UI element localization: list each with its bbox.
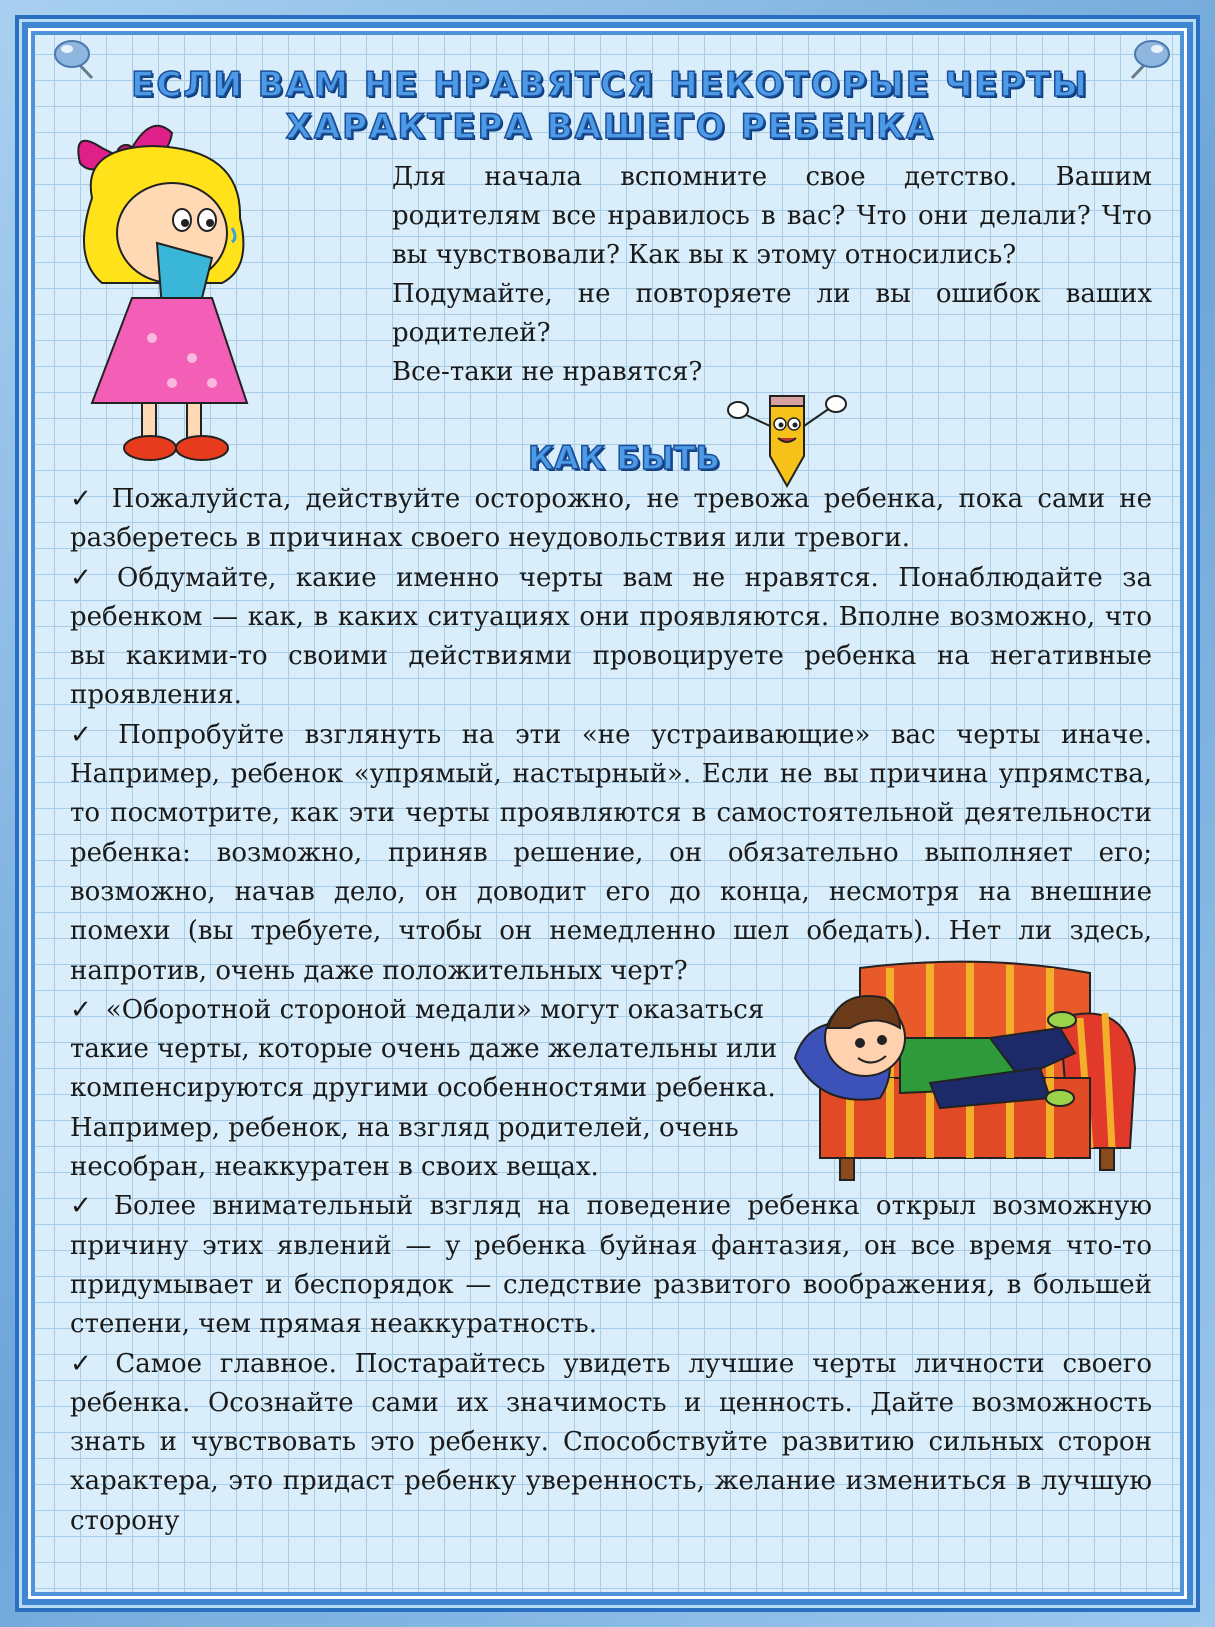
tip-text: «Оборотной стороной медали» могут оказаться такие черты, которые очень даже желательны или компенсируются другими особенностями ребенка. Например, ребенок, на взгляд родителей, очень несобран, неаккуратен в своих вещах. [70, 994, 778, 1183]
checkmark-icon: ✓ [70, 1348, 102, 1379]
intro-text [392, 158, 1152, 392]
list-item [70, 480, 1152, 559]
intro-paragraph: Для начала вспомните свое детство. Вашим родителям все нравилось в вас? Что они делали? Что вы чувствовали? Как вы к этому относились? [392, 162, 1152, 270]
crying-girl-illustration [62, 108, 272, 478]
checkmark-icon: ✓ [70, 562, 104, 593]
intro-paragraph: Подумайте, не повторяете ли вы ошибок ваших родителей? [392, 279, 1152, 348]
title-line-2: ХАРАКТЕРА ВАШЕГО РЕБЕНКА [285, 107, 935, 147]
tip-text: Попробуйте взглянуть на эти «не устраивающие» вас черты иначе. Например, ребенок «упрямый, настырный». Если не вы причина упрямства, то посмотрите, как эти черты проявляются в самостоятельной деятельности ребенка: возможно, приняв решение, он обязательно выполняет его; возможно, начав дело, он доводит его до конца, несмотря на внешние помехи (вы требуете, чтобы он немедленно шел обедать). Нет ли здесь, напротив, очень даже положительных черт? [70, 719, 1152, 986]
checkmark-icon: ✓ [70, 484, 98, 514]
tip-text: Более внимательный взгляд на поведение ребенка открыл возможную причину этих явлений — у ребенка буйная фантазия, он все время что-то придумывает и беспорядок — следствие развитого воображения, в большей степени, чем прямая неаккуратность. [70, 1191, 1152, 1340]
list-item [70, 991, 810, 1187]
list-item [70, 716, 1152, 991]
tip-text: Обдумайте, какие именно черты вам не нравятся. Понаблюдайте за ребенком — как, в каких ситуациях они проявляются. Вполне возможно, что вы какими-то своими действиями провоцируете ребенка на негативные проявления. [70, 562, 1152, 711]
intro-paragraph: Все-таки не нравятся? [392, 357, 703, 387]
checkmark-icon: ✓ [70, 719, 105, 750]
checkmark-icon: ✓ [70, 994, 92, 1025]
checkmark-icon: ✓ [70, 1191, 100, 1222]
section-subheading: КАК БЫТЬ [528, 439, 720, 477]
list-item [70, 1345, 1152, 1541]
tip-text: Пожалуйста, действуйте осторожно, не тревожа ребенка, пока сами не разберетесь в причинах своего неудовольствия или тревоги. [70, 484, 1152, 554]
title-line-1: ЕСЛИ ВАМ НЕ НРАВЯТСЯ НЕКОТОРЫЕ ЧЕРТЫ [131, 65, 1089, 105]
list-item [70, 1187, 1152, 1344]
boy-on-sofa-illustration [790, 958, 1160, 1198]
list-item [70, 559, 1152, 716]
tip-text: Самое главное. Постарайтесь увидеть лучшие черты личности своего ребенка. Осознайте сами их значимость и ценность. Дайте возможность знать и чувствовать это ребенку. Способствуйте развитию сильных сторон характера, это придаст ребенку уверенность, желание измениться в лучшую сторону [70, 1348, 1152, 1536]
